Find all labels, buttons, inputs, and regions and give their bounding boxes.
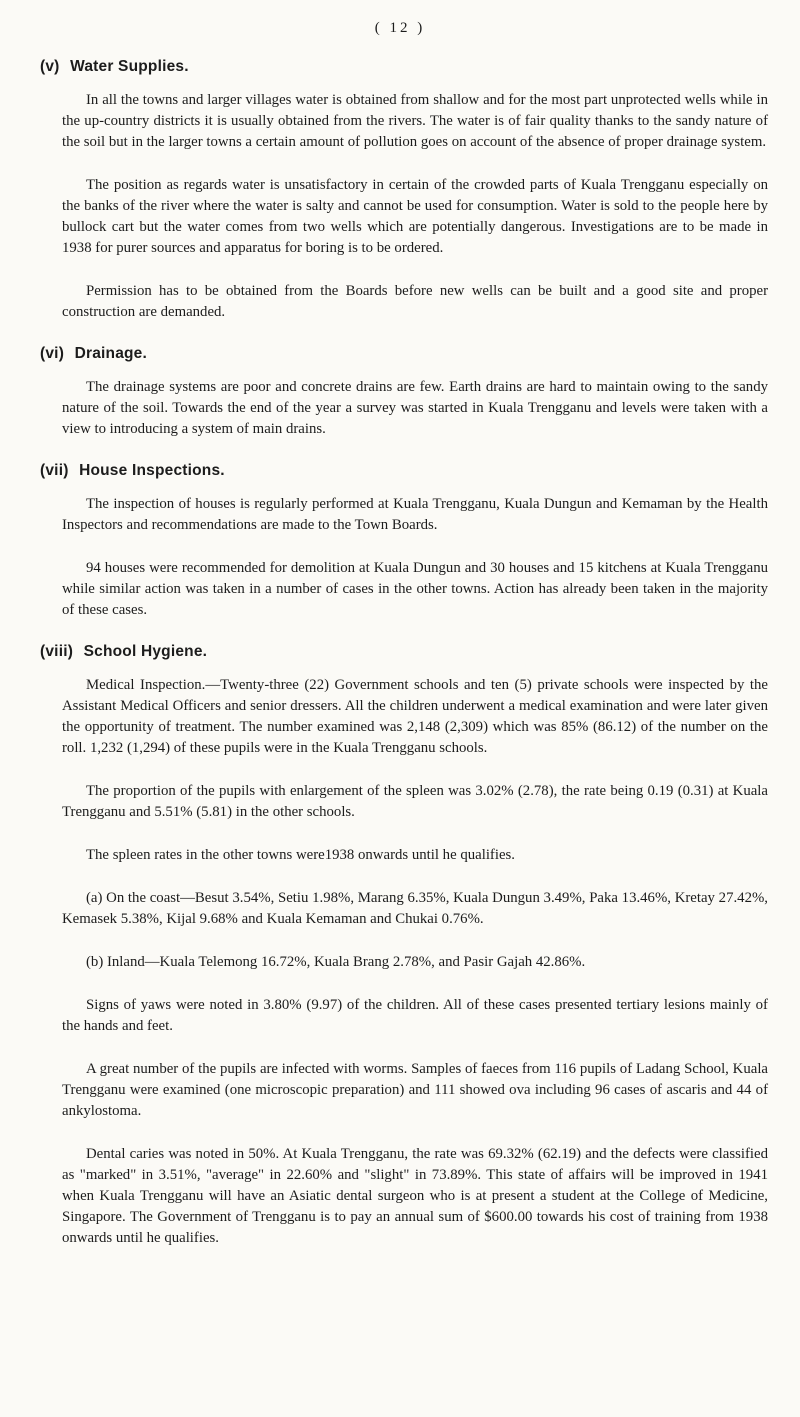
paragraph: The position as regards water is unsatisfactory in certain of the crowded parts of Kuala Trengganu especially on the banks of the river where the water is salty and cannot be used for consumption. Water is sold to the people here by bullock cart but the water comes from two wells which are potentially dangerous. Investigations are to be made in 1938 for purer sources and apparatus for boring is to be ordered.: [62, 177, 768, 256]
paragraph: Permission has to be obtained from the Boards before new wells can be built and a good site and proper construction are demanded.: [62, 283, 768, 320]
paragraph: (b) Inland—Kuala Telemong 16.72%, Kuala Brang 2.78%, and Pasir Gajah 42.86%.: [86, 954, 586, 970]
paragraph: The drainage systems are poor and concrete drains are few. Earth drains are hard to maintain owing to the sandy nature of the soil. Towards the end of the year a survey was started in Kuala Trengganu and levels were taken with a view to introducing a system of main drains.: [62, 379, 768, 437]
section-heading-water-supplies: [40, 58, 768, 76]
paragraph: Medical Inspection.—Twenty-three (22) Government schools and ten (5) private schools were inspected by the Assistant Medical Officers and senior dressers. All the children underwent a medical examination and were later given the opportunity of treatment. The number examined was 2,148 (2,309) which was 85% (86.12) of the number on the roll. 1,232 (1,294) of these pupils were in the Kuala Trengganu schools.: [62, 677, 768, 756]
section-heading-drainage: [40, 345, 768, 363]
section-title: House Inspections.: [79, 462, 225, 479]
section-title: Water Supplies.: [70, 58, 189, 75]
section-heading-house-inspections: [40, 462, 768, 480]
paragraph: Signs of yaws were noted in 3.80% (9.97) of the children. All of these cases presented tertiary lesions mainly of the hands and feet.: [62, 997, 768, 1034]
paragraph: The spleen rates in the other towns were1938 onwards until he qualifies.: [86, 847, 515, 863]
section-number: (viii): [40, 643, 74, 660]
page-number: ( 12 ): [374, 20, 426, 36]
paragraph: (a) On the coast—Besut 3.54%, Setiu 1.98%, Marang 6.35%, Kuala Dungun 3.49%, Paka 13.46%, Kretay 27.42%, Kemasek 5.38%, Kijal 9.68% and Kuala Kemaman and Chukai 0.76%.: [62, 890, 768, 927]
section-number: (vii): [40, 462, 69, 479]
paragraph: Dental caries was noted in 50%. At Kuala Trengganu, the rate was 69.32% (62.19) and the defects were classified as "marked" in 3.51%, "average" in 22.60% and "slight" in 73.89%. This state of affairs will be improved in 1941 when Kuala Trengganu will have an Asiatic dental surgeon who is at present a student at the College of Medicine, Singapore. The Government of Trengganu is to pay an annual sum of $600.00 towards his cost of training from 1938 onwards until he qualifies.: [62, 1146, 768, 1246]
paragraph: 94 houses were recommended for demolition at Kuala Dungun and 30 houses and 15 kitchens at Kuala Trengganu while similar action was taken in a number of cases in the other towns. Action has already been taken in the majority of these cases.: [62, 560, 768, 618]
page-content: [40, 58, 768, 1271]
section-title: Drainage.: [74, 345, 148, 362]
section-heading-school-hygiene: [40, 643, 768, 661]
paragraph: The proportion of the pupils with enlargement of the spleen was 3.02% (2.78), the rate being 0.19 (0.31) at Kuala Trengganu and 5.51% (5.81) in the other schools.: [62, 783, 768, 820]
section-title: School Hygiene.: [83, 643, 208, 660]
paragraph: In all the towns and larger villages water is obtained from shallow and for the most part unprotected wells while in the up-country districts it is usually obtained from the rivers. The water is of fair quality thanks to the sandy nature of the soil but in the larger towns a certain amount of pollution goes on account of the absence of proper drainage system.: [62, 92, 768, 150]
paragraph: The inspection of houses is regularly performed at Kuala Trengganu, Kuala Dungun and Kemaman by the Health Inspectors and recommendations are made to the Town Boards.: [62, 496, 768, 533]
section-number: (vi): [40, 345, 65, 362]
section-number: (v): [40, 58, 60, 75]
paragraph: A great number of the pupils are infected with worms. Samples of faeces from 116 pupils of Ladang School, Kuala Trengganu were examined (one microscopic preparation) and 111 showed ova including 96 cases of ascaris and 44 of ankylostoma.: [62, 1061, 768, 1119]
